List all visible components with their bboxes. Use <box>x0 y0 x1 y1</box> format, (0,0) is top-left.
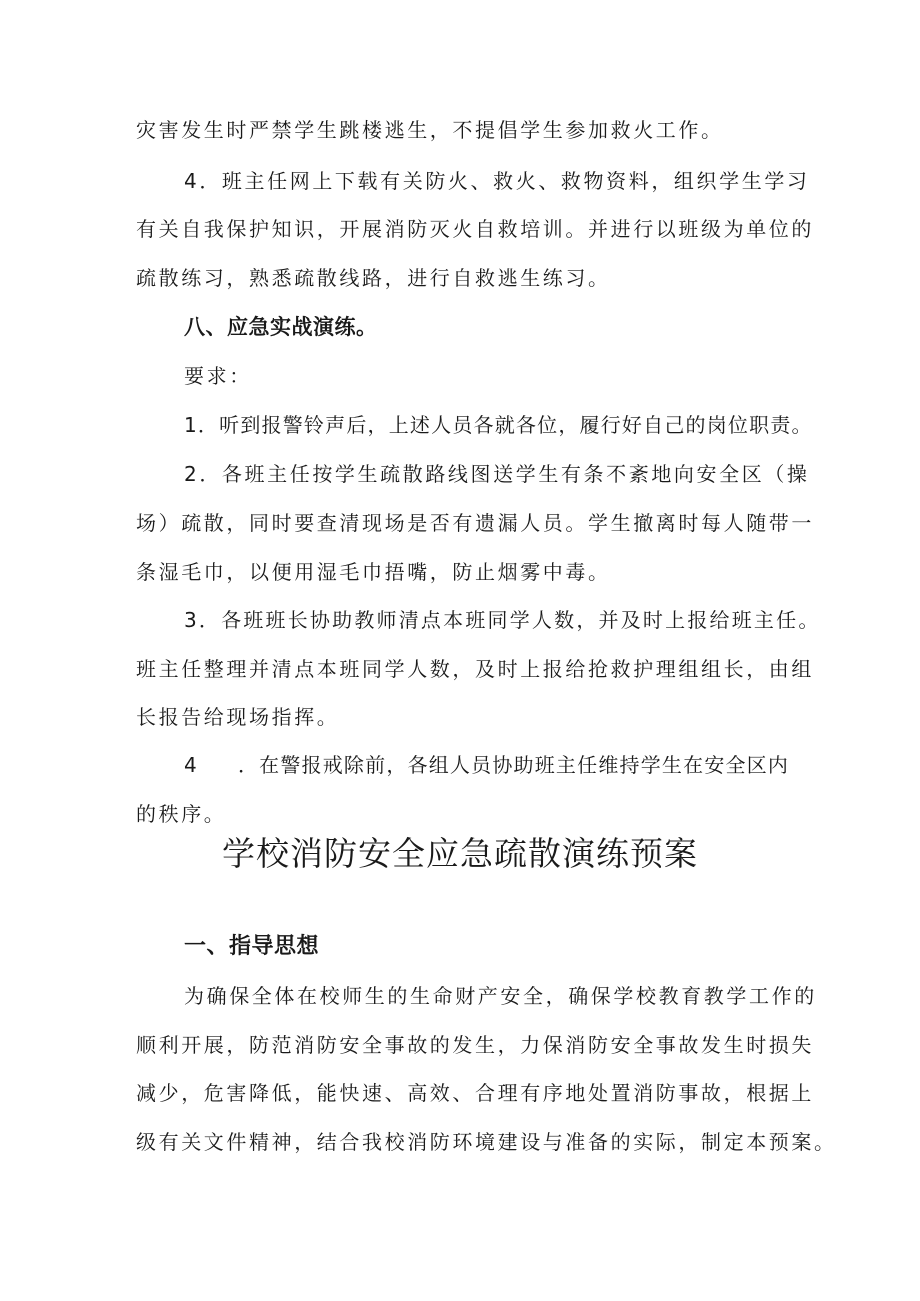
item-number: 4 <box>184 753 198 777</box>
paragraph-line: 减少，危害降低，能快速、高效、合理有序地处置消防事故，根据上 <box>136 1081 814 1105</box>
paragraph-line: 级有关文件精神，结合我校消防环境建设与准备的实际，制定本预案。 <box>136 1130 837 1154</box>
section-heading: 八、应急实战演练。 <box>184 315 378 339</box>
paragraph-line: 3．各班班长协助教师清点本班同学人数，并及时上报给班主任。 <box>184 608 821 632</box>
paragraph-line: 条湿毛巾，以便用湿毛巾捂嘴，防止烟雾中毒。 <box>136 560 611 584</box>
section-heading: 一、指导思想 <box>184 934 320 959</box>
paragraph-line: 灾害发生时严禁学生跳楼逃生，不提倡学生参加救火工作。 <box>136 118 724 142</box>
item-text: ．在警报戒除前，各组人员协助班主任维持学生在安全区内 <box>237 753 790 777</box>
paragraph-line: 4．班主任网上下载有关防火、救火、救物资料，组织学生学习 <box>184 169 810 193</box>
paragraph-line: 2．各班主任按学生疏散路线图送学生有条不紊地向安全区（操 <box>184 462 810 486</box>
paragraph-line: 有关自我保护知识，开展消防灭火自救培训。并进行以班级为单位的 <box>136 217 814 241</box>
document-title: 学校消防安全应急疏散演练预案 <box>222 834 698 873</box>
paragraph-line: 顺利开展，防范消防安全事故的发生，力保消防安全事故发生时损失 <box>136 1033 814 1057</box>
paragraph-line: 长报告给现场指挥。 <box>136 705 340 729</box>
paragraph-line: 场）疏散，同时要查清现场是否有遗漏人员。学生撤离时每人随带一 <box>136 511 814 535</box>
paragraph-line: 1．听到报警铃声后，上述人员各就各位，履行好自己的岗位职责。 <box>184 413 813 437</box>
paragraph-line: 疏散练习，熟悉疏散线路，进行自救逃生练习。 <box>136 266 611 290</box>
paragraph-line: 班主任整理并清点本班同学人数，及时上报给抢救护理组组长，由组 <box>136 657 814 681</box>
paragraph-line: 要求： <box>184 364 252 388</box>
paragraph-line <box>184 750 796 780</box>
paragraph-line: 的秩序。 <box>136 802 227 826</box>
paragraph-line: 为确保全体在校师生的生命财产安全，确保学校教育教学工作的 <box>184 984 817 1008</box>
